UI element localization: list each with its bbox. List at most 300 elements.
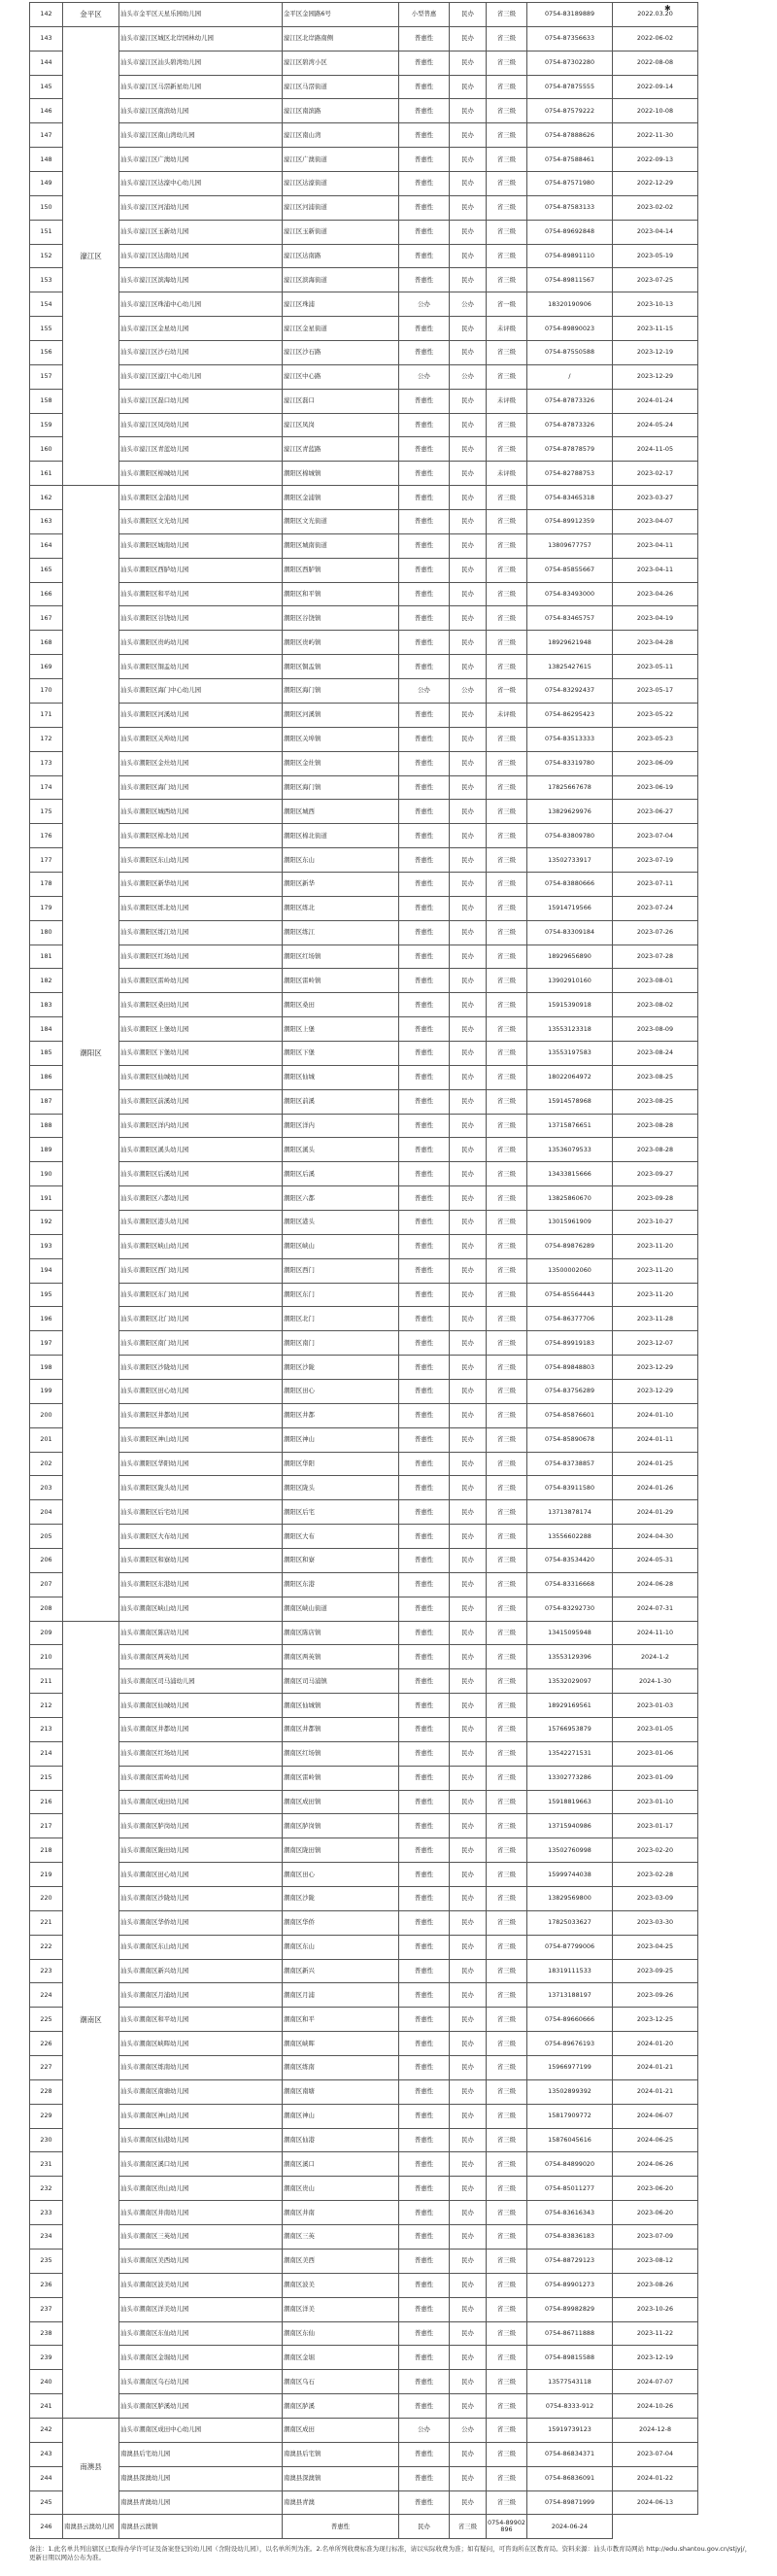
table-row <box>30 1258 755 1283</box>
nature: 普惠性 <box>399 99 450 123</box>
date: 2024-06-26 <box>613 2152 698 2177</box>
row-number: 172 <box>30 727 63 751</box>
nature: 普惠性 <box>399 824 450 848</box>
address: 潮阳区东山 <box>283 848 399 873</box>
grade: 省三级 <box>487 1427 527 1452</box>
kindergarten-name: 汕头市潮阳区城南幼儿园 <box>119 533 283 558</box>
row-number: 191 <box>30 1186 63 1211</box>
grade: 省三级 <box>487 244 527 268</box>
run-type: 公办 <box>450 364 487 389</box>
table-row <box>30 2490 755 2515</box>
kindergarten-name: 汕头市潮南区红场幼儿园 <box>119 1741 283 1766</box>
date: 2023-11-20 <box>613 1258 698 1283</box>
nature: 普惠性 <box>399 945 450 969</box>
date: 2024-01-10 <box>613 1403 698 1427</box>
nature: 普惠性 <box>399 1210 450 1234</box>
date: 2023-11-20 <box>613 1234 698 1258</box>
run-type: 民办 <box>450 1959 487 1983</box>
date: 2023-02-17 <box>613 462 698 486</box>
nature: 普惠性 <box>399 486 450 510</box>
kindergarten-name: 汕头市濠江区广澳幼儿园 <box>119 148 283 172</box>
date: 2023-12-19 <box>613 2346 698 2370</box>
kindergarten-name: 汕头市潮阳区东门幼儿园 <box>119 1283 283 1307</box>
address: 潮南区南塘 <box>283 2079 399 2104</box>
phone: 0754-89876289 <box>527 1234 613 1258</box>
row-number: 181 <box>30 945 63 969</box>
table-row <box>30 1089 755 1114</box>
phone: 13715876651 <box>527 1114 613 1138</box>
run-type: 民办 <box>450 872 487 896</box>
run-type: 民办 <box>450 1549 487 1573</box>
run-type: 民办 <box>450 558 487 582</box>
kindergarten-name: 汕头市潮阳区仙城幼儿园 <box>119 1065 283 1089</box>
table-row <box>30 2442 755 2466</box>
run-type: 民办 <box>450 244 487 268</box>
address: 潮南区胪溪 <box>283 2394 399 2419</box>
phone: 0754-89919183 <box>527 1331 613 1356</box>
date: 2024-01-24 <box>613 389 698 413</box>
date: 2023-07-11 <box>613 872 698 896</box>
nature: 普惠性 <box>399 1694 450 1718</box>
run-type: 民办 <box>450 1162 487 1186</box>
date: 2023-10-27 <box>613 1210 698 1234</box>
row-number: 213 <box>30 1718 63 1742</box>
run-type: 民办 <box>450 1258 487 1283</box>
table-row <box>30 1234 755 1258</box>
run-type: 民办 <box>450 1089 487 1114</box>
run-type: 民办 <box>450 1427 487 1452</box>
kindergarten-name: 汕头市潮阳区六都幼儿园 <box>119 1186 283 1211</box>
address: 潮南区月浦 <box>283 1983 399 2008</box>
row-number: 236 <box>30 2273 63 2297</box>
phone: 0754-87579222 <box>527 99 613 123</box>
table-row <box>30 123 755 148</box>
grade: 省三级 <box>487 824 527 848</box>
grade: 省三级 <box>487 1910 527 1935</box>
row-number: 195 <box>30 1283 63 1307</box>
address: 潮阳区西门 <box>283 1258 399 1283</box>
row-number: 232 <box>30 2177 63 2201</box>
grade: 省三级 <box>487 1621 527 1645</box>
table-row <box>30 1017 755 1042</box>
date: 2023-07-25 <box>613 268 698 292</box>
nature: 普惠性 <box>399 462 450 486</box>
phone: 0754-89692848 <box>527 220 613 244</box>
address: 濠江区滨海街道 <box>283 268 399 292</box>
run-type: 民办 <box>450 1718 487 1742</box>
phone: 15914719566 <box>527 896 613 920</box>
date: 2023-05-22 <box>613 703 698 727</box>
footnote: 备注：1.此名单共列出辖区已取得办学许可证及备案登记的幼儿园（含附设幼儿园），以名单所列为准。2.名单所列收费标准为现行标准，请以实际收费为准；如有疑问，可咨询所在区教育局。资料来源：汕头市教育局网站 http://edu.shantou.gov.cn/stjyj/，更新日期以网站公布为准。 <box>29 2545 752 2561</box>
phone: 0754-87571980 <box>527 172 613 196</box>
date: 2024-1-2 <box>613 1645 698 1669</box>
date: 2024-05-24 <box>613 413 698 437</box>
grade: 省三级 <box>487 2008 527 2032</box>
table-row <box>30 2008 755 2032</box>
table-row <box>30 2418 755 2442</box>
address: 潮南区陈店镇 <box>283 1621 399 1645</box>
phone: 17825667678 <box>527 775 613 800</box>
address: 潮阳区洋内 <box>283 1114 399 1138</box>
kindergarten-name: 汕头市潮南区溪口幼儿园 <box>119 2152 283 2177</box>
address: 潮阳区城南街道 <box>283 533 399 558</box>
table-row <box>30 1403 755 1427</box>
table-row <box>30 510 755 534</box>
date: 2023-05-19 <box>613 244 698 268</box>
run-type: 公办 <box>450 679 487 704</box>
table-row <box>30 292 755 317</box>
date: 2024-10-26 <box>613 2394 698 2419</box>
phone: 0754-83756289 <box>527 1379 613 1403</box>
nature: 公办 <box>399 292 450 317</box>
date: 2024-01-22 <box>613 2466 698 2490</box>
phone: 0754-85011277 <box>527 2177 613 2201</box>
phone: 0754-87583133 <box>527 195 613 220</box>
phone: 0754-83292730 <box>527 1597 613 1621</box>
date: 2022-08-08 <box>613 51 698 75</box>
row-number: 155 <box>30 317 63 341</box>
run-type: 民办 <box>450 1379 487 1403</box>
run-type: 民办 <box>450 1814 487 1838</box>
kindergarten-name: 汕头市潮南区波美幼儿园 <box>119 2273 283 2297</box>
address: 潮南区红场镇 <box>283 1741 399 1766</box>
row-number: 151 <box>30 220 63 244</box>
nature: 普惠性 <box>399 848 450 873</box>
date: 2023-09-25 <box>613 1959 698 1983</box>
kindergarten-name: 汕头市潮阳区大布幼儿园 <box>119 1525 283 1549</box>
kindergarten-name: 汕头市潮阳区北门幼儿园 <box>119 1307 283 1331</box>
address: 潮阳区华阳 <box>283 1452 399 1476</box>
kindergarten-name: 南澳县云澳幼儿园 <box>63 2515 119 2539</box>
kindergarten-name: 汕头市潮南区和平幼儿园 <box>119 2008 283 2032</box>
phone: 13809677757 <box>527 533 613 558</box>
table-row <box>30 75 755 99</box>
date: 2023-08-25 <box>613 1089 698 1114</box>
row-number: 174 <box>30 775 63 800</box>
phone: 0754-87873326 <box>527 389 613 413</box>
date: 2023-11-22 <box>613 2321 698 2346</box>
address: 潮南区美西 <box>283 2249 399 2273</box>
nature: 普惠性 <box>399 244 450 268</box>
phone: 0754-83616343 <box>527 2201 613 2225</box>
address: 潮阳区沙陇 <box>283 1356 399 1380</box>
row-number: 180 <box>30 920 63 945</box>
date: 2024-01-20 <box>613 2032 698 2056</box>
grade: 省三级 <box>487 2079 527 2104</box>
nature: 普惠性 <box>399 775 450 800</box>
kindergarten-name: 汕头市濠江区南滨幼儿园 <box>119 99 283 123</box>
nature: 普惠性 <box>399 2466 450 2490</box>
date: 2023-04-11 <box>613 533 698 558</box>
grade: 省三级 <box>487 2056 527 2080</box>
row-number: 200 <box>30 1403 63 1427</box>
kindergarten-name: 汕头市潮阳区下堡幼儿园 <box>119 1041 283 1065</box>
row-number: 186 <box>30 1065 63 1089</box>
row-number: 223 <box>30 1959 63 1983</box>
grade: 省三级 <box>487 533 527 558</box>
row-number: 178 <box>30 872 63 896</box>
table-row <box>30 606 755 631</box>
row-number: 175 <box>30 800 63 824</box>
row-number: 216 <box>30 1790 63 1814</box>
table-row <box>30 848 755 873</box>
phone: 0754-88729123 <box>527 2249 613 2273</box>
run-type: 民办 <box>450 1694 487 1718</box>
row-number: 192 <box>30 1210 63 1234</box>
phone: 0754-83911580 <box>527 1476 613 1500</box>
run-type: 民办 <box>450 1597 487 1621</box>
address: 潮阳区南门 <box>283 1331 399 1356</box>
address: 潮南区三英 <box>283 2225 399 2250</box>
phone: 0754-86377706 <box>527 1307 613 1331</box>
date: 2023-11-15 <box>613 317 698 341</box>
table-row <box>30 2466 755 2490</box>
run-type: 民办 <box>450 2249 487 2273</box>
table-row <box>30 2515 755 2539</box>
table-row <box>30 2225 755 2250</box>
run-type: 民办 <box>450 1356 487 1380</box>
date: 2023-04-28 <box>613 631 698 655</box>
address: 潮阳区后溪 <box>283 1162 399 1186</box>
nature: 普惠性 <box>399 1910 450 1935</box>
table-row <box>30 1741 755 1766</box>
address: 潮南区雷岭镇 <box>283 1766 399 1790</box>
date: 2024-06-28 <box>613 1572 698 1597</box>
date: 2023-09-27 <box>613 1162 698 1186</box>
date: 2023-11-20 <box>613 1283 698 1307</box>
grade: 省三级 <box>487 1476 527 1500</box>
kindergarten-name: 汕头市潮南区两英幼儿园 <box>119 1645 283 1669</box>
nature: 普惠性 <box>399 1427 450 1452</box>
date: 2024-01-11 <box>613 1427 698 1452</box>
date: 2023-03-30 <box>613 1910 698 1935</box>
address: 金平区金园路6号 <box>283 3 399 27</box>
nature: 普惠性 <box>399 1983 450 2008</box>
phone: 0754-87878579 <box>527 437 613 462</box>
row-number: 228 <box>30 2079 63 2104</box>
row-number: 219 <box>30 1863 63 1887</box>
grade: 省三级 <box>487 2297 527 2321</box>
date: 2023-08-01 <box>613 969 698 993</box>
row-number: 187 <box>30 1089 63 1114</box>
grade: 省三级 <box>487 1887 527 1911</box>
table-row <box>30 462 755 486</box>
address: 濠江区磊口 <box>283 389 399 413</box>
address: 潮阳区港头 <box>283 1210 399 1234</box>
table-row <box>30 1669 755 1694</box>
date: 2023-11-28 <box>613 1307 698 1331</box>
address: 潮阳区河溪镇 <box>283 703 399 727</box>
phone: 0754-83513333 <box>527 727 613 751</box>
grade: 省三级 <box>487 1041 527 1065</box>
row-number: 144 <box>30 51 63 75</box>
nature: 普惠性 <box>399 920 450 945</box>
nature: 普惠性 <box>399 2032 450 2056</box>
date: 2023-08-28 <box>613 1114 698 1138</box>
run-type: 民办 <box>450 2370 487 2394</box>
phone: 0754-83465318 <box>527 486 613 510</box>
grade: 省三级 <box>487 1838 527 1863</box>
nature: 普惠性 <box>399 413 450 437</box>
phone: 18022064972 <box>527 1065 613 1089</box>
address: 潮南区乌石 <box>283 2370 399 2394</box>
nature: 普惠性 <box>399 2201 450 2225</box>
phone: 15914578968 <box>527 1089 613 1114</box>
kindergarten-name: 汕头市濠江区濠江中心幼儿园 <box>119 364 283 389</box>
table-row <box>30 582 755 606</box>
table-row <box>30 703 755 727</box>
grade: 省三级 <box>487 2249 527 2273</box>
kindergarten-name: 汕头市潮阳区井都幼儿园 <box>119 1403 283 1427</box>
kindergarten-name: 汕头市濠江区磊口幼儿园 <box>119 389 283 413</box>
phone: 0754-85855667 <box>527 558 613 582</box>
table-row <box>30 2346 755 2370</box>
row-number: 214 <box>30 1741 63 1766</box>
nature: 普惠性 <box>399 1379 450 1403</box>
district-cell: 濠江区 <box>63 26 119 485</box>
nature: 普惠性 <box>399 75 450 99</box>
date: 2023-07-09 <box>613 2225 698 2250</box>
table-row <box>30 1452 755 1476</box>
address: 濠江区达濠街道 <box>283 172 399 196</box>
kindergarten-name: 汕头市潮南区洋美幼儿园 <box>119 2297 283 2321</box>
nature: 普惠性 <box>399 148 450 172</box>
table-row <box>30 2152 755 2177</box>
run-type: 民办 <box>450 1741 487 1766</box>
table-row <box>30 945 755 969</box>
nature: 普惠性 <box>399 969 450 993</box>
kindergarten-name: 汕头市潮阳区神山幼儿园 <box>119 1427 283 1452</box>
row-number: 217 <box>30 1814 63 1838</box>
grade: 省三级 <box>487 993 527 1017</box>
phone: / <box>527 364 613 389</box>
date: 2023-01-03 <box>613 1694 698 1718</box>
row-number: 197 <box>30 1331 63 1356</box>
row-number: 209 <box>30 1621 63 1645</box>
grade: 省三级 <box>487 2104 527 2128</box>
kindergarten-name: 汕头市潮阳区海门幼儿园 <box>119 775 283 800</box>
run-type: 民办 <box>450 2490 487 2515</box>
kindergarten-name: 汕头市潮南区新兴幼儿园 <box>119 1959 283 1983</box>
nature: 普惠性 <box>399 1258 450 1283</box>
row-number: 212 <box>30 1694 63 1718</box>
run-type: 民办 <box>450 2079 487 2104</box>
grade: 省三级 <box>450 2515 487 2539</box>
address: 潮南区新兴 <box>283 1959 399 1983</box>
row-number: 222 <box>30 1935 63 1959</box>
address: 潮阳区前溪 <box>283 1089 399 1114</box>
table-row <box>30 1790 755 1814</box>
row-number: 230 <box>30 2128 63 2152</box>
phone: 0754-83534420 <box>527 1549 613 1573</box>
kindergarten-name: 汕头市潮阳区海门中心幼儿园 <box>119 679 283 704</box>
grade: 省三级 <box>487 195 527 220</box>
grade: 省三级 <box>487 2394 527 2419</box>
phone: 0754-85890678 <box>527 1427 613 1452</box>
kindergarten-name: 汕头市濠江区马滘新星幼儿园 <box>119 75 283 99</box>
kindergarten-name: 汕头市潮阳区沙陇幼儿园 <box>119 1356 283 1380</box>
row-number: 154 <box>30 292 63 317</box>
grade: 省三级 <box>487 437 527 462</box>
run-type: 民办 <box>450 1283 487 1307</box>
address: 南澳县后宅镇 <box>283 2442 399 2466</box>
phone: 18319111533 <box>527 1959 613 1983</box>
row-number: 167 <box>30 606 63 631</box>
date: 2024-01-25 <box>613 1452 698 1476</box>
kindergarten-name: 汕头市濠江区玉新幼儿园 <box>119 220 283 244</box>
kindergarten-name: 汕头市潮阳区桑田幼儿园 <box>119 993 283 1017</box>
table-row <box>30 920 755 945</box>
phone: 13532029097 <box>527 1669 613 1694</box>
grade: 省三级 <box>487 2418 527 2442</box>
nature: 普惠性 <box>399 727 450 751</box>
table-row <box>30 1910 755 1935</box>
grade: 省三级 <box>487 1186 527 1211</box>
date: 2023-07-04 <box>613 824 698 848</box>
kindergarten-name: 汕头市濠江区达濠中心幼儿园 <box>119 172 283 196</box>
address: 濠江区广澳街道 <box>283 148 399 172</box>
run-type: 民办 <box>450 3 487 27</box>
kindergarten-name: 汕头市濠江区城区北岸园林幼儿园 <box>119 26 283 51</box>
kindergarten-name: 汕头市潮南区仙港幼儿园 <box>119 2128 283 2152</box>
date: 2022-09-13 <box>613 148 698 172</box>
nature: 普惠性 <box>399 1065 450 1089</box>
phone: 13553197583 <box>527 1041 613 1065</box>
kindergarten-name: 汕头市潮南区练南幼儿园 <box>119 2056 283 2080</box>
table-row <box>30 2177 755 2201</box>
kindergarten-name: 汕头市潮南区金堀幼儿园 <box>119 2346 283 2370</box>
address: 潮阳区上堡 <box>283 1017 399 1042</box>
address: 濠江区马滘街道 <box>283 75 399 99</box>
grade: 省三级 <box>487 1089 527 1114</box>
phone: 15919739123 <box>527 2418 613 2442</box>
kindergarten-name: 汕头市潮南区成田中心幼儿园 <box>119 2418 283 2442</box>
nature: 普惠性 <box>399 1452 450 1476</box>
date: 2023-06-09 <box>613 751 698 775</box>
phone: 0754-83493000 <box>527 582 613 606</box>
grade: 省三级 <box>487 1379 527 1403</box>
nature: 普惠性 <box>399 1766 450 1790</box>
date: 2022-10-08 <box>613 99 698 123</box>
run-type: 民办 <box>450 2346 487 2370</box>
address: 潮阳区新华 <box>283 872 399 896</box>
table-row <box>30 2273 755 2297</box>
kindergarten-name: 汕头市潮阳区陇头幼儿园 <box>119 1476 283 1500</box>
kindergarten-name: 汕头市潮南区陇田幼儿园 <box>119 1838 283 1863</box>
kindergarten-name: 汕头市潮阳区溪头幼儿园 <box>119 1138 283 1162</box>
phone: 13825860670 <box>527 1186 613 1211</box>
row-number: 165 <box>30 558 63 582</box>
row-number: 145 <box>30 75 63 99</box>
address: 潮南区和平 <box>283 2008 399 2032</box>
phone: 18929621948 <box>527 631 613 655</box>
phone: 0754-87888626 <box>527 123 613 148</box>
table-row <box>30 533 755 558</box>
run-type: 民办 <box>450 920 487 945</box>
kindergarten-name: 汕头市潮南区峡晖幼儿园 <box>119 2032 283 2056</box>
nature: 普惠性 <box>399 1741 450 1766</box>
date: 2022-06-02 <box>613 26 698 51</box>
phone: 0754-86295423 <box>527 703 613 727</box>
address: 濠江区南山湾 <box>283 123 399 148</box>
run-type: 民办 <box>450 848 487 873</box>
row-number: 243 <box>30 2442 63 2466</box>
date: 2022-11-30 <box>613 123 698 148</box>
kindergarten-name: 南澳县青澳幼儿园 <box>119 2490 283 2515</box>
address: 潮阳区练江 <box>283 920 399 945</box>
table-row <box>30 2128 755 2152</box>
grade: 省三级 <box>487 2490 527 2515</box>
